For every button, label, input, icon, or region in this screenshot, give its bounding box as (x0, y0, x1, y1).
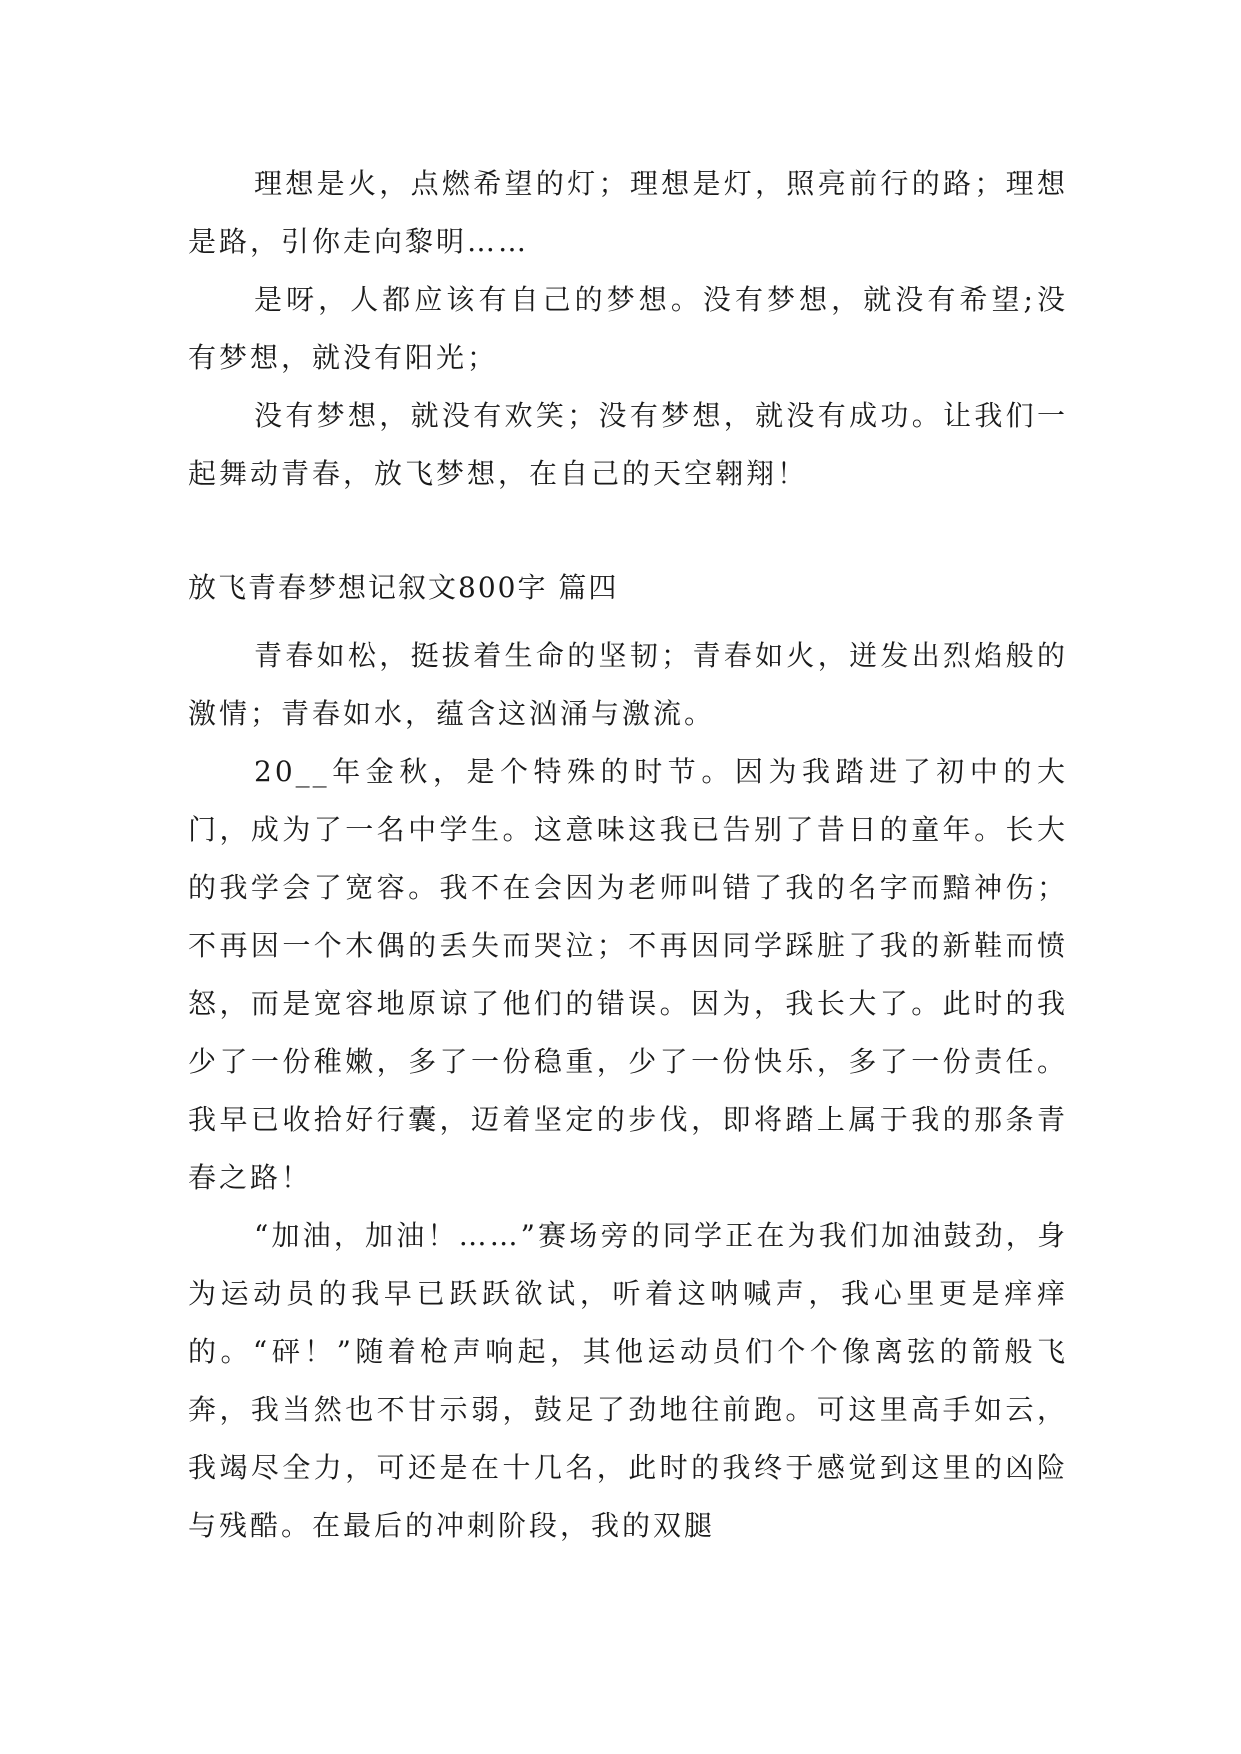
paragraph: 是呀，人都应该有自己的梦想。没有梦想，就没有希望;没有梦想，就没有阳光； (188, 283, 1068, 374)
paragraph: “加油，加油！……”赛场旁的同学正在为我们加油鼓劲，身为运动员的我早已跃跃欲试，听着这呐喊声，我心里更是痒痒的。“砰！”随着枪声响起，其他运动员们个个像离弦的箭般飞奔，我当然也不甘示弱，鼓足了劲地往前跑。可这里高手如云，我竭尽全力，可还是在十几名，此时的我终于感觉到这里的凶险与残酷。在最后的冲刺阶段，我的双腿 (188, 1219, 1068, 1542)
paragraph: 没有梦想，就没有欢笑；没有梦想，就没有成功。让我们一起舞动青春，放飞梦想，在自己的天空翱翔！ (188, 399, 1068, 490)
section-text-block (188, 627, 1068, 1555)
paragraph: 理想是火，点燃希望的灯；理想是灯，照亮前行的路；理想是路，引你走向黎明…… (188, 167, 1068, 258)
paragraph: 20__年金秋，是个特殊的时节。因为我踏进了初中的大门，成为了一名中学生。这意味这我已告别了昔日的童年。长大的我学会了宽容。我不在会因为老师叫错了我的名字而黯神伤；不再因一个木偶的丢失而哭泣；不再因同学踩脏了我的新鞋而愤怒，而是宽容地原谅了他们的错误。因为，我长大了。此时的我少了一份稚嫩，多了一份稳重，少了一份快乐，多了一份责任。我早已收拾好行囊，迈着坚定的步伐，即将踏上属于我的那条青春之路！ (188, 755, 1068, 1194)
paragraph: 青春如松，挺拔着生命的坚韧；青春如火，迸发出烈焰般的激情；青春如水，蕴含这汹涌与激流。 (188, 639, 1068, 730)
intro-text-block (188, 155, 1068, 503)
section-heading: 放飞青春梦想记叙文800字 篇四 (188, 571, 619, 604)
